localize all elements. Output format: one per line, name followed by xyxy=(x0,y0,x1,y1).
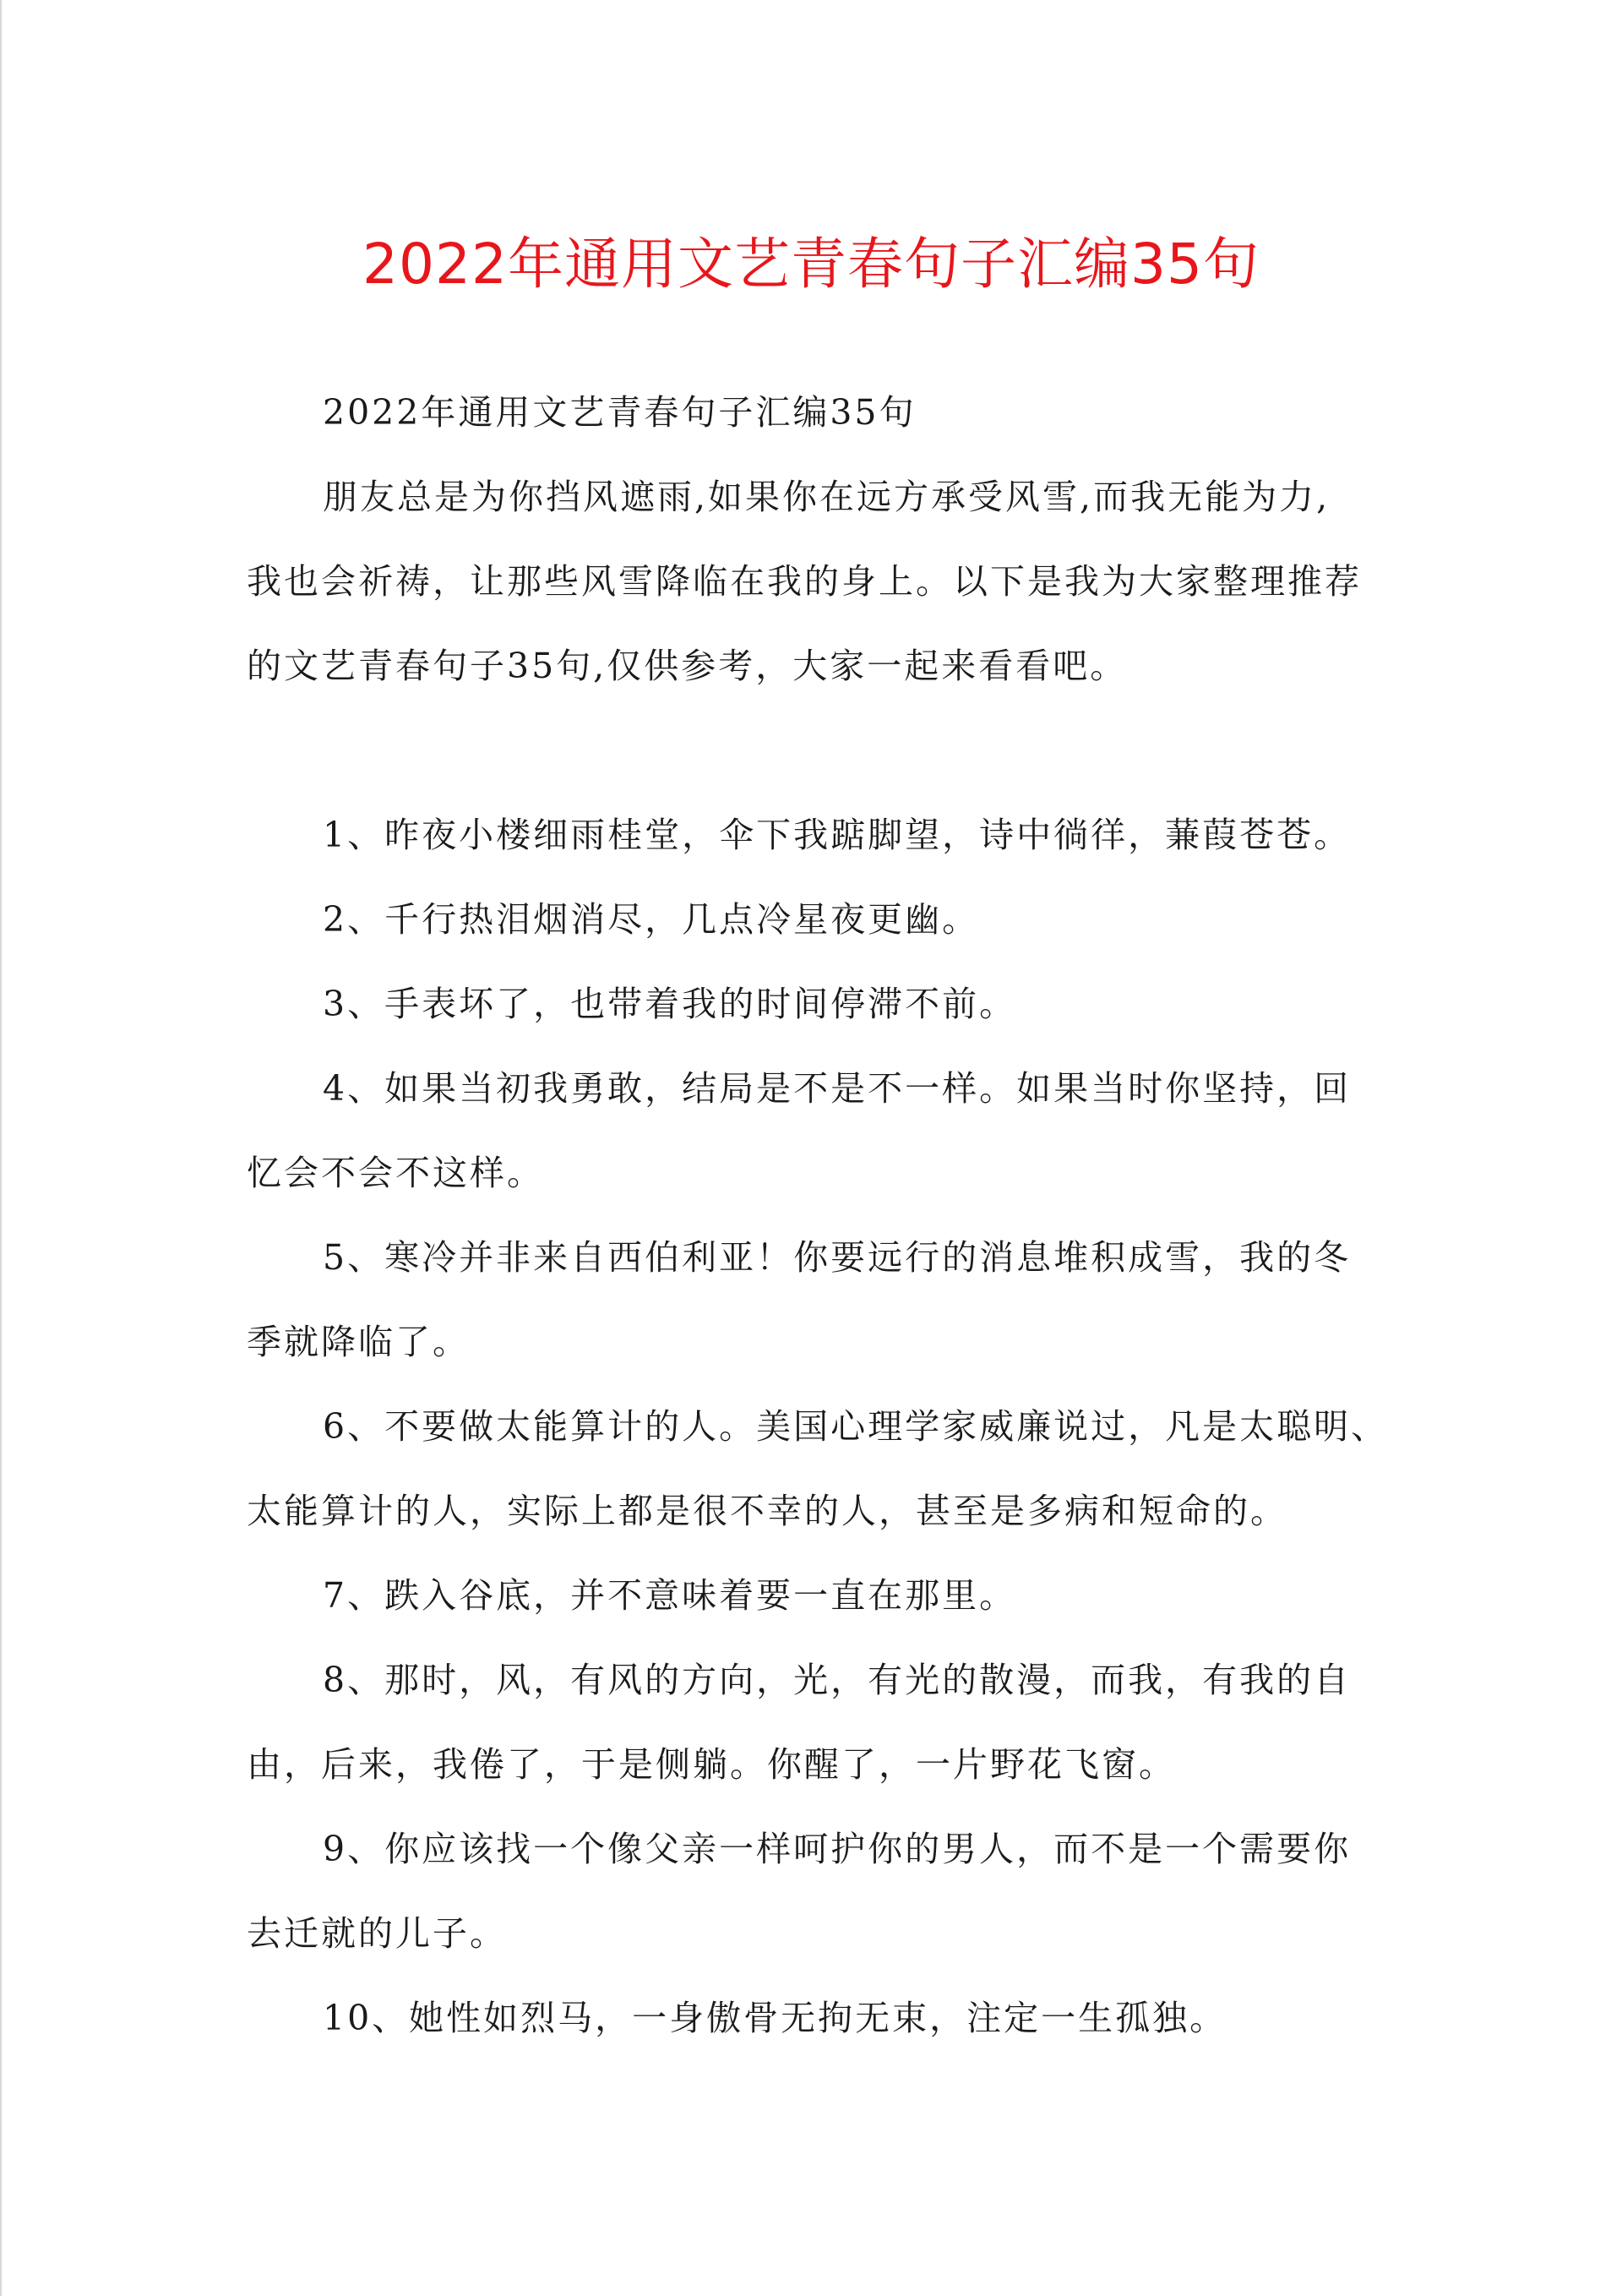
list-item-1: 1、昨夜小楼细雨桂堂，伞下我踮脚望，诗中徜徉，蒹葭苍苍。 xyxy=(323,815,1352,855)
intro-line-1: 朋友总是为你挡风遮雨,如果你在远方承受风雪,而我无能为力, xyxy=(323,477,1331,517)
list-item-3: 3、手表坏了，也带着我的时间停滞不前。 xyxy=(323,984,1017,1024)
document-title: 2022年通用文艺青春句子汇编35句 xyxy=(362,232,1260,297)
list-item-8-line-1: 8、那时，风，有风的方向，光，有光的散漫，而我，有我的自 xyxy=(323,1660,1352,1700)
list-item-9-line-2: 去迁就的儿子。 xyxy=(247,1913,507,1954)
list-item-7: 7、跌入谷底，并不意味着要一直在那里。 xyxy=(323,1575,1017,1616)
list-item-9-line-1: 9、你应该找一个像父亲一样呵护你的男人，而不是一个需要你 xyxy=(323,1829,1352,1869)
list-item-6-line-1: 6、不要做太能算计的人。美国心理学家威廉说过，凡是太聪明、 xyxy=(323,1406,1389,1447)
page-left-edge xyxy=(0,0,2,2296)
list-item-10: 10、她性如烈马，一身傲骨无拘无束，注定一生孤独。 xyxy=(323,1998,1227,2038)
intro-line-3: 的文艺青春句子35句,仅供参考，大家一起来看看吧。 xyxy=(247,646,1128,686)
list-item-8-line-2: 由，后来，我倦了，于是侧躺。你醒了，一片野花飞窗。 xyxy=(247,1744,1176,1785)
list-item-5-line-2: 季就降临了。 xyxy=(247,1322,470,1362)
list-item-4-line-1: 4、如果当初我勇敢，结局是不是不一样。如果当时你坚持，回 xyxy=(323,1068,1352,1109)
list-item-5-line-1: 5、寒冷并非来自西伯利亚！你要远行的消息堆积成雪，我的冬 xyxy=(323,1237,1352,1278)
list-item-4-line-2: 忆会不会不这样。 xyxy=(247,1153,544,1193)
document-subtitle: 2022年通用文艺青春句子汇编35句 xyxy=(323,392,917,433)
intro-line-2: 我也会祈祷，让那些风雪降临在我的身上。以下是我为大家整理推荐 xyxy=(247,561,1362,602)
list-item-2: 2、千行热泪烟消尽，几点冷星夜更幽。 xyxy=(323,899,980,940)
list-item-6-line-2: 太能算计的人，实际上都是很不幸的人，甚至是多病和短命的。 xyxy=(247,1491,1287,1531)
